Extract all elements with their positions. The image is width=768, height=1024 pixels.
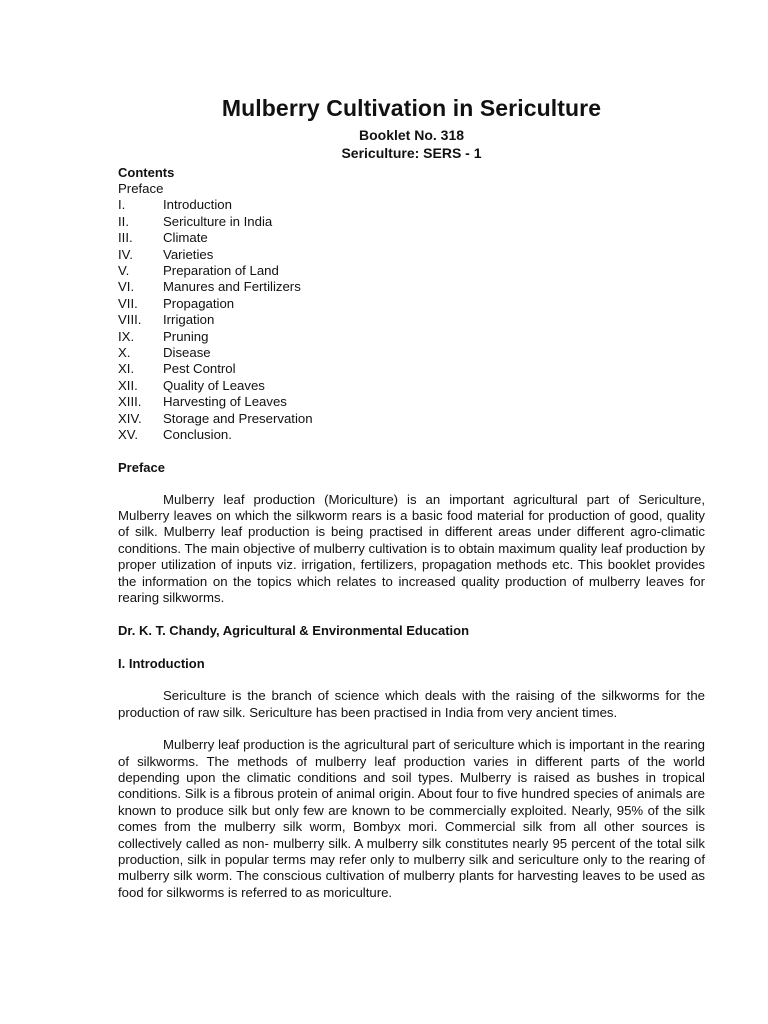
- toc-item-label: Climate: [163, 230, 208, 246]
- toc-item-number: XIII.: [118, 394, 142, 410]
- toc-item-label: Disease: [163, 345, 211, 361]
- toc-item-number: VII.: [118, 295, 138, 311]
- toc-item: [118, 361, 705, 377]
- toc-item-label: Pruning: [163, 328, 209, 344]
- toc-item: [118, 312, 705, 328]
- toc-preface-label: Preface: [118, 181, 164, 196]
- toc-item-number: V.: [118, 263, 130, 279]
- introduction-paragraph-1: Sericulture is the branch of science which deals with the raising of the silkworms for the production of raw silk. Sericulture has been practised in India from very ancient times.: [118, 688, 705, 720]
- toc-item-label: Varieties: [163, 246, 214, 262]
- toc-item: [118, 247, 705, 263]
- toc-item: [118, 329, 705, 345]
- toc-item: [118, 279, 705, 295]
- toc-item-number: I.: [118, 197, 126, 213]
- toc-item-label: Pest Control: [163, 361, 236, 377]
- toc-item-number: VIII.: [118, 312, 142, 328]
- toc-item: [118, 378, 705, 394]
- toc-item: [118, 296, 705, 312]
- toc-preface: [118, 181, 705, 197]
- toc-item-number: VI.: [118, 279, 135, 295]
- toc-item-label: Manures and Fertilizers: [163, 279, 301, 295]
- toc-item-label: Introduction: [163, 197, 232, 213]
- toc-item-number: XII.: [118, 377, 138, 393]
- toc-item-number: XIV.: [118, 410, 142, 426]
- toc-item: [118, 394, 705, 410]
- toc-item: [118, 230, 705, 246]
- table-of-contents: [118, 181, 705, 444]
- toc-item-number: IV.: [118, 246, 133, 262]
- toc-item-number: II.: [118, 213, 129, 229]
- toc-item-label: Sericulture in India: [163, 213, 273, 229]
- toc-item-label: Irrigation: [163, 312, 215, 328]
- toc-item: [118, 345, 705, 361]
- toc-item: [118, 411, 705, 427]
- document-title: Mulberry Cultivation in Sericulture: [221, 95, 602, 121]
- introduction-paragraph-2: Mulberry leaf production is the agricultural part of sericulture which is important in the rearing of silkworms. The methods of mulberry leaf production varies in different parts of the world depending upon the climatic conditions and soil types. Mulberry is raised as bushes in tropical conditions. Silk is a fibrous protein of animal origin. About four to five hundred species of animals are known to produce silk but only few are known to be commercially exploited. Nearly, 95% of the silk comes from the mulberry silk worm, Bombyx mori. Commercial silk from all other sources is collectively called as non- mulberry silk. A mulberry silk constitutes nearly 95 percent of the total silk production, silk in popular terms may refer only to mulberry silk and sericulture only to the rearing of mulberry silk worm. The conscious cultivation of mulberry plants for harvesting leaves to be used as food for silkworms is referred to as moriculture.: [118, 737, 705, 900]
- toc-item-number: XI.: [118, 361, 135, 377]
- booklet-number: Booklet No. 318: [358, 127, 465, 143]
- author-line: Dr. K. T. Chandy, Agricultural & Environmental Education: [118, 623, 470, 639]
- toc-item-number: IX.: [118, 328, 135, 344]
- introduction-heading: I. Introduction: [118, 656, 205, 672]
- toc-item: [118, 427, 705, 443]
- toc-item-label: Quality of Leaves: [163, 377, 265, 393]
- toc-item-label: Conclusion.: [163, 427, 232, 443]
- series-code: Sericulture: SERS - 1: [341, 145, 482, 161]
- toc-item: [118, 197, 705, 213]
- toc-item-number: III.: [118, 230, 133, 246]
- toc-item-number: X.: [118, 345, 131, 361]
- toc-item: [118, 214, 705, 230]
- toc-item: [118, 263, 705, 279]
- preface-heading: Preface: [118, 459, 165, 475]
- toc-item-label: Propagation: [163, 295, 235, 311]
- preface-paragraph: Mulberry leaf production (Moriculture) is an important agricultural part of Sericulture, Mulberry leaves on which the silkworm rears is a basic food material for production of good, quality of silk. Mulberry leaf production is being practised in different areas under different agro-climatic conditions. The main objective of mulberry cultivation is to obtain maximum quality leaf production by proper utilization of inputs viz. irrigation, fertilizers, propagation methods etc. This booklet provides the information on the topics which relates to increased quality production of mulberry leaves for rearing silkworms.: [118, 491, 705, 605]
- toc-item-label: Harvesting of Leaves: [163, 394, 287, 410]
- toc-item-number: XV.: [118, 427, 139, 443]
- contents-heading: Contents: [118, 165, 175, 180]
- toc-item-label: Storage and Preservation: [163, 410, 313, 426]
- toc-item-label: Preparation of Land: [163, 263, 279, 279]
